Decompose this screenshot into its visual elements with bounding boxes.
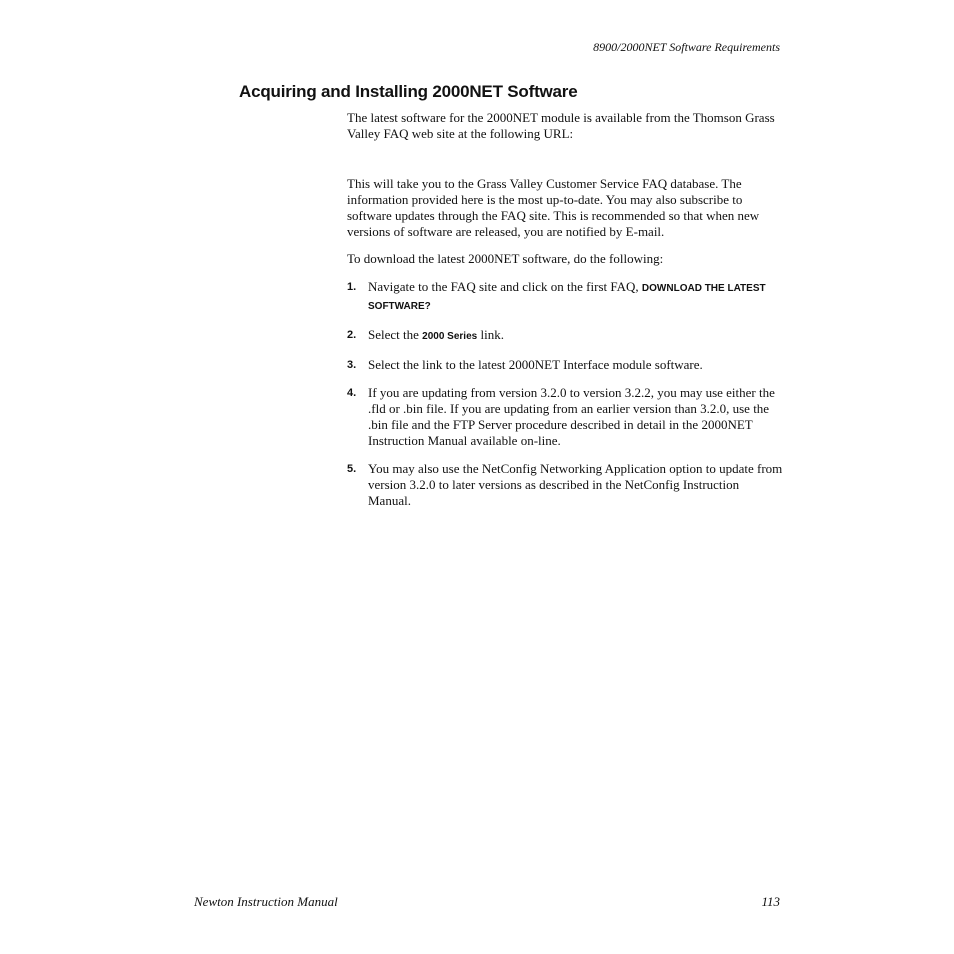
step-text-before: Select the	[368, 327, 423, 342]
step-number: 2.	[347, 329, 357, 341]
step-5	[347, 461, 783, 509]
intro-paragraph	[347, 110, 783, 142]
step-4	[347, 385, 783, 449]
lead-paragraph	[347, 251, 783, 267]
step-number: 4.	[347, 387, 357, 399]
step-text: If you are updating from version 3.2.0 to version 3.2.2, you may use either the .fld or .bin file. If you are updating from an earlier version than 3.2.0, use the .bin file and the FTP Server procedure described in detail in the 2000NET Instruction Manual available on-line.	[368, 385, 775, 448]
step-number: 1.	[347, 281, 357, 293]
step-1	[347, 279, 783, 315]
running-header: 8900/2000NET Software Requirements	[593, 40, 780, 54]
step-2	[347, 327, 783, 345]
lead-text: To download the latest 2000NET software, do the following:	[347, 251, 664, 266]
faq-reference: DOWNLOAD THE LATEST SOFTWARE?	[368, 283, 766, 312]
step-text-before: Navigate to the FAQ site and click on the first FAQ,	[368, 279, 642, 294]
step-text	[368, 327, 783, 345]
step-number: 3.	[347, 359, 357, 371]
footer-manual-title: Newton Instruction Manual	[194, 894, 338, 909]
about-paragraph	[347, 176, 783, 240]
footer-page-number: 113	[761, 894, 780, 909]
intro-text: The latest software for the 2000NET module is available from the Thomson Grass Valley FAQ web site at the following URL:	[347, 110, 775, 141]
step-text	[368, 279, 783, 315]
series-link-reference: 2000 Series	[422, 331, 478, 342]
step-text: You may also use the NetConfig Networking Application option to update from version 3.2.0 to later versions as described in the NetConfig Instruction Manual.	[368, 461, 783, 508]
step-text-after: link.	[477, 327, 504, 342]
section-heading: Acquiring and Installing 2000NET Software	[239, 82, 578, 101]
step-3	[347, 357, 783, 373]
steps-list	[347, 279, 783, 521]
about-text: This will take you to the Grass Valley Customer Service FAQ database. The information provided here is the most up-to-date. You may also subscribe to software updates through the FAQ site. This is recommended so that when new versions of software are released, you are notified by E-mail.	[347, 176, 760, 239]
step-number: 5.	[347, 463, 357, 475]
step-text: Select the link to the latest 2000NET Interface module software.	[368, 357, 703, 372]
